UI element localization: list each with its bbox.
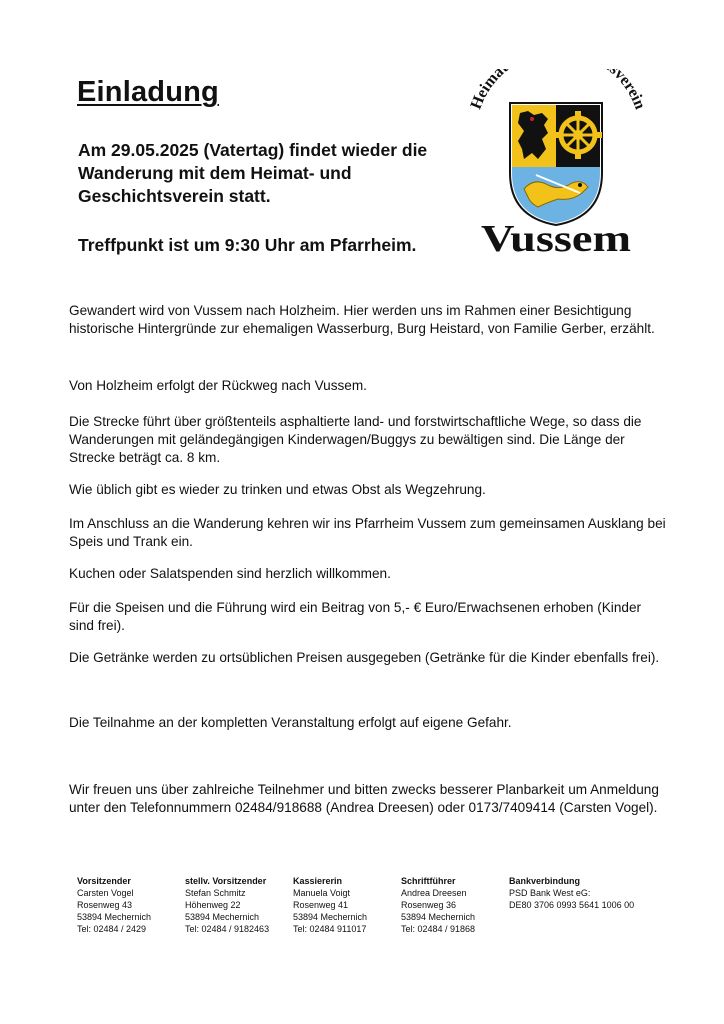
footer-line: Rosenweg 43 bbox=[77, 900, 133, 910]
footer-role: Bankverbindung bbox=[509, 876, 581, 886]
lead-meeting-point: Treffpunkt ist um 9:30 Uhr am Pfarrheim. bbox=[78, 235, 417, 255]
footer-line: Rosenweg 41 bbox=[293, 900, 349, 910]
footer-vice-chair bbox=[185, 875, 277, 935]
footer-bank bbox=[509, 875, 659, 935]
paragraph-donations: Kuchen oder Salatspenden sind herzlich willkommen. bbox=[69, 566, 391, 581]
paragraph-liability: Die Teilnahme an der kompletten Veranstaltung erfolgt auf eigene Gefahr. bbox=[69, 715, 512, 730]
footer-chair bbox=[77, 875, 169, 935]
page-title: Einladung bbox=[77, 76, 219, 108]
logo-arc-text: Heima sverein bbox=[467, 69, 649, 112]
footer-line: Stefan Schmitz bbox=[185, 888, 246, 898]
footer-line: 53894 Mechernich bbox=[185, 912, 260, 922]
footer-line: Tel: 02484 / 2429 bbox=[77, 924, 147, 934]
footer-secretary bbox=[401, 875, 493, 935]
footer-line: 53894 Mechernich bbox=[293, 912, 368, 922]
footer-contacts bbox=[77, 875, 677, 935]
footer-line: Tel: 02484 / 91868 bbox=[401, 924, 476, 934]
footer-line: Carsten Vogel bbox=[77, 888, 134, 898]
paragraph-drinks: Die Getränke werden zu ortsüblichen Preisen ausgegeben (Getränke für die Kinder ebenfalls frei). bbox=[69, 650, 660, 665]
lead-announcement: Am 29.05.2025 (Vatertag) findet wieder die Wanderung mit dem Heimat- und Geschichtsverein statt. bbox=[78, 140, 428, 206]
paragraph-fee: Für die Speisen und die Führung wird ein Beitrag von 5,- € Euro/Erwachsenen erhoben (Kinder sind frei). bbox=[69, 600, 642, 633]
footer-line: Rosenweg 36 bbox=[401, 900, 457, 910]
footer-treasurer bbox=[293, 875, 385, 935]
footer-line: DE80 3706 0993 5641 1006 00 bbox=[509, 900, 635, 910]
footer-role: stellv. Vorsitzender bbox=[185, 876, 267, 886]
footer-line: Höhenweg 22 bbox=[185, 900, 241, 910]
footer-role: Schriftführer bbox=[401, 876, 456, 886]
paragraph-trail: Die Strecke führt über größtenteils asphaltierte land- und forstwirtschaftliche Wege, so dass die Wanderungen mit geländegängigen Kinderwagen/Buggys zu bewältigen sind. Die Länge der Strecke beträgt ca. 8 km. bbox=[69, 414, 642, 465]
paragraph-after-hike: Im Anschluss an die Wanderung kehren wir ins Pfarrheim Vussem zum gemeinsamen Ausklang bei Speis und Trank ein. bbox=[69, 516, 666, 549]
paragraph-return: Von Holzheim erfolgt der Rückweg nach Vussem. bbox=[69, 378, 367, 393]
footer-line: PSD Bank West eG: bbox=[509, 888, 591, 898]
paragraph-refreshments: Wie üblich gibt es wieder zu trinken und etwas Obst als Wegzehrung. bbox=[69, 482, 486, 497]
club-logo bbox=[462, 69, 650, 257]
footer-line: 53894 Mechernich bbox=[77, 912, 152, 922]
paragraph-registration: Wir freuen uns über zahlreiche Teilnehmer und bitten zwecks besserer Planbarkeit um Anmeldung unter den Telefonnummern 02484/918688 (Andrea Dreesen) oder 0173/7409414 (Carsten Vogel). bbox=[69, 782, 659, 815]
paragraph-route: Gewandert wird von Vussem nach Holzheim. Hier werden uns im Rahmen einer Besichtigung historische Hintergründe zur ehemaligen Wasserburg, Burg Heistard, von Familie Gerber, erzählt. bbox=[69, 303, 655, 336]
footer-line: 53894 Mechernich bbox=[401, 912, 476, 922]
footer-line: Andrea Dreesen bbox=[401, 888, 467, 898]
footer-line: Tel: 02484 911017 bbox=[293, 924, 367, 934]
logo-name: Vussem bbox=[481, 218, 631, 257]
footer-role: Vorsitzender bbox=[77, 876, 131, 886]
footer-role: Kassiererin bbox=[293, 876, 343, 886]
footer-line: Tel: 02484 / 9182463 bbox=[185, 924, 270, 934]
footer-line: Manuela Voigt bbox=[293, 888, 351, 898]
